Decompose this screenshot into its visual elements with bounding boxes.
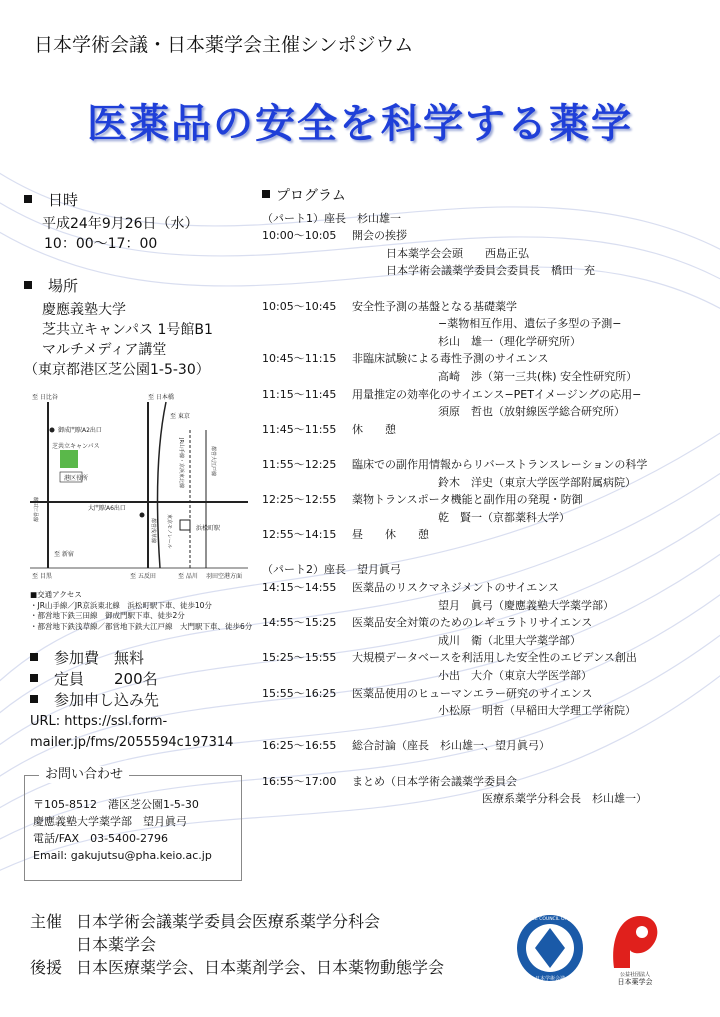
contact-email[interactable]: Email: gakujutsu@pha.keio.ac.jp [33,849,212,862]
capacity-text: 定員 200名 [54,670,158,688]
map-label: 都営大江戸線 [210,446,216,477]
speaker: 成川 衛（北里大学薬学部） [438,633,581,647]
event-title: 医薬品の安全を科学する薬学 [87,101,633,147]
map-label: 至 東京 [170,413,190,420]
program-item: 10:45〜11:15 非臨床試験による毒性予測のサイエンス [262,352,549,366]
contact-box [24,767,242,881]
datetime-section [24,190,199,254]
contact-line: 〒105-8512 港区芝公園1-5-30 [33,798,199,811]
access-heading: ■交通アクセス [30,590,82,599]
bullet-square-icon [24,195,32,203]
map-label: 至 日本橋 [148,394,174,401]
map-label: 都営浅草線 [150,518,156,544]
program-item: 16:55〜17:00 まとめ（日本学術会議薬学委員会 [262,774,517,788]
map-label: 東京モノレール [166,514,172,549]
venue-address: （東京都港区芝公園1-5-30） [24,362,210,378]
access-info [30,590,252,632]
program-item: 10:05〜10:45 安全性予測の基盤となる基礎薬学 [262,299,517,313]
access-line: ・JR山手線／JR京浜東北線 浜松町駅下車、徒歩10分 [30,600,212,610]
map-label: 至 五反田 [130,573,156,580]
map-label: 芝共立キャンパス [52,443,100,450]
host-label: 主催 [30,912,63,931]
speaker: 医療系薬学分科会長 杉山雄一） [482,792,647,806]
venue-line: マルチメディア講堂 [42,342,167,358]
map-label: 至 品川 [178,573,198,580]
speaker: 小松原 明哲（早稲田大学理工学術院） [438,704,636,718]
program-item: 12:25〜12:55 薬物トランスポータ機能と副作用の発現・防御 [262,493,583,507]
program-item: 15:55〜16:25 医薬品使用のヒューマンエラー研究のサイエンス [262,686,593,700]
event-subtitle: 日本学術会議・日本薬学会主催シンポジウム [34,34,414,56]
registration-url[interactable]: mailer.jp/fms/2055594c197314 [30,735,234,750]
bullet-square-icon [24,281,32,289]
contact-title: お問い合わせ [39,766,129,783]
map-label: 羽田空港方面 [206,573,243,580]
speaker: 高崎 渉（第一三共(株) 安全性研究所） [438,369,638,383]
speaker: 日本薬学会会頭 西島正弘 [386,246,529,260]
program-section [262,188,712,808]
host-name: 日本学術会議薬学委員会医療系薬学分科会 [76,912,381,931]
map-label: 至 新宿 [54,551,74,558]
program-heading: プログラム [276,188,346,204]
venue-line: 慶應義塾大学 [42,302,126,318]
program-item: 10:00〜10:05 開会の挨拶 [262,229,407,243]
program-item: 16:25〜16:55 総合討論（座長 杉山雄一、望月眞弓） [262,739,550,753]
sponsor-section [30,910,444,979]
access-map [30,390,248,588]
apply-text: 参加申し込み先 [54,691,160,709]
map-label: 御成門駅A2出口 [58,427,102,434]
program-item: 11:55〜12:25 臨床での副作用情報からリバーストランスレーションの科学 [262,457,648,471]
venue-heading: 場所 [48,277,79,295]
speaker: 小出 大介（東京大学医学部） [438,669,592,683]
venue-section [24,276,213,380]
pharmaceutical-society-logo [606,910,664,986]
speaker: 日本学術会議薬学委員会委員長 橋田 充 [386,264,595,278]
registration-url[interactable]: URL: https://ssl.form- [30,714,168,729]
map-label: 大門駅A6出口 [88,505,126,512]
pharm-logo-name: 日本薬学会 [617,978,653,986]
access-line: ・都営地下鉄浅草線／都営地下鉄大江戸線 大門駅下車、徒歩6分 [30,621,253,631]
program-subtitle: −薬物相互作用、遺伝子多型の予測− [438,317,622,331]
event-time: 10：00〜17：00 [44,236,158,252]
contact-line: 電話/FAX 03-5400-2796 [33,832,169,845]
speaker: 杉山 雄一（理化学研究所） [438,334,581,348]
science-council-of-japan-logo [515,908,585,988]
map-label: 至 日比谷 [32,394,58,401]
bullet-square-icon [30,653,38,661]
program-item: 15:25〜15:55 大規模データベースを利活用した安全性のエビデンス創出 [262,651,637,665]
datetime-heading: 日時 [48,191,79,209]
map-label: JR山手線・京浜東北線 [178,438,184,488]
program-item: 11:15〜11:45 用量推定の効率化のサイエンス−PETイメージングの応用− [262,387,642,401]
support-names: 日本医療薬学会、日本薬剤学会、日本薬物動態学会 [76,958,445,977]
bullet-square-icon [30,695,38,703]
venue-line: 芝共立キャンパス 1号館B1 [42,322,213,338]
fee-text: 参加費 無料 [54,649,145,667]
speaker: 鈴木 洋史（東京大学医学部附属病院） [438,475,636,489]
scj-logo-jp: 日本学術会議 [534,976,566,982]
speaker: 須原 哲也（放射線医学総合研究所） [438,405,625,419]
support-label: 後援 [30,958,63,977]
program-item: 14:55〜15:25 医薬品安全対策のためのレギュラトリサイエンス [262,616,593,630]
speaker: 望月 眞弓（慶應義塾大学薬学部） [438,598,614,612]
bullet-square-icon [262,190,270,198]
program-item: 12:55〜14:15 昼 休 憩 [262,528,429,542]
access-line: ・都営地下鉄三田線 御成門駅下車、徒歩2分 [30,611,185,620]
program-item: 11:45〜11:55 休 憩 [262,422,396,436]
scj-logo-text: SCIENCE COUNCIL OF JAPAN [518,917,582,922]
pharm-logo-small: 公益社団法人 [619,972,651,978]
map-label: 浜松町駅 [196,525,221,532]
speaker: 乾 賢一（京都薬科大学） [438,510,570,524]
part-heading: （パート2）座長 望月眞弓 [262,563,401,577]
map-label: 至 目黒 [32,573,52,580]
map-label: 港区役所 [64,475,89,482]
part-heading: （パート1）座長 杉山雄一 [262,211,401,225]
bullet-square-icon [30,674,38,682]
map-label: 都営三田線 [34,496,40,522]
registration-section [30,648,233,753]
program-item: 14:15〜14:55 医薬品のリスクマネジメントのサイエンス [262,581,559,595]
host-name: 日本薬学会 [76,935,157,954]
contact-line: 慶應義塾大学薬学部 望月眞弓 [33,815,187,828]
event-date: 平成24年9月26日（水） [42,216,199,232]
